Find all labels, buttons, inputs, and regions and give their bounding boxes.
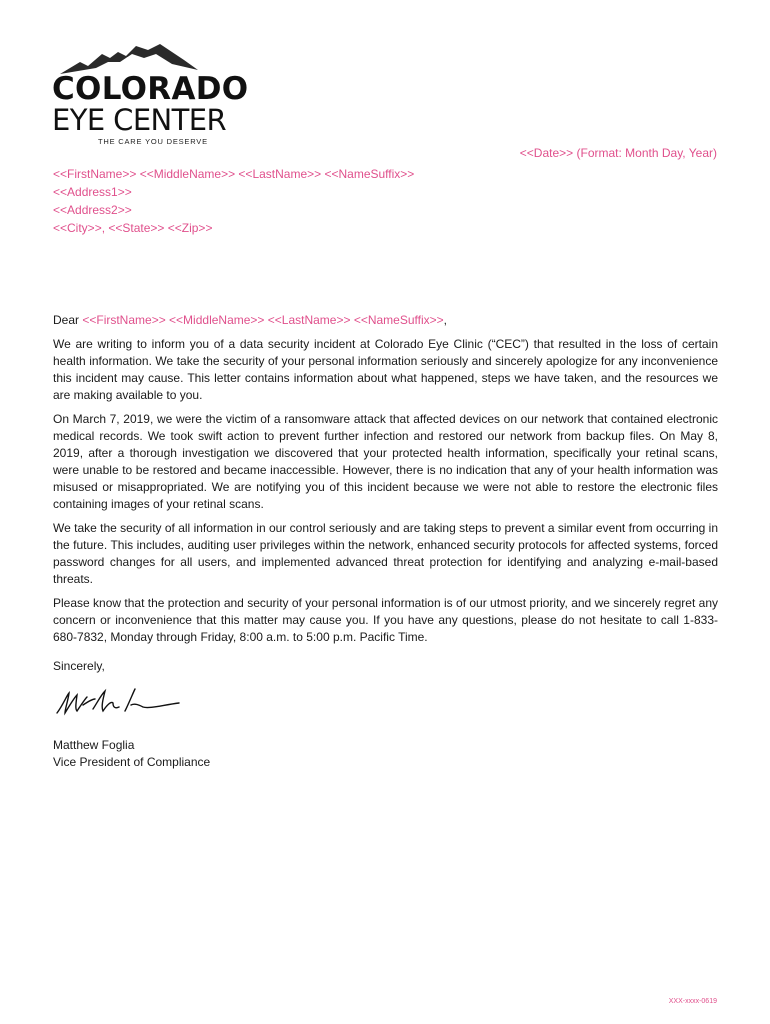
- signature: [53, 683, 718, 723]
- paragraph: We are writing to inform you of a data security incident at Colorado Eye Clinic (“CEC”) that resulted in the loss of certain health information. We take the security of your personal information seriously and sincerely apologize for any inconvenience this incident may cause. This letter contains information about what happened, steps we have taken, and the resources we are making available to you.: [53, 337, 718, 402]
- recipient-name: <<FirstName>> <<MiddleName>> <<LastName>> <<NameSuffix>>: [53, 167, 415, 181]
- document-code: XXX-xxxx-0619: [668, 998, 717, 1005]
- salutation-prefix: Dear: [53, 313, 83, 327]
- signer-title: Vice President of Compliance: [53, 755, 211, 769]
- signer-block: [53, 737, 718, 771]
- paragraph: Please know that the protection and security of your personal information is of our utmost priority, and we sincerely regret any concern or inconvenience that this matter may cause you. If you have any questions, please do not hesitate to call 1-833-680-7832, Monday through Friday, 8:00 a.m. to 5:00 p.m. Pacific Time.: [53, 596, 718, 644]
- paragraph: On March 7, 2019, we were the victim of a ransomware attack that affected devices on our network that contained electronic medical records. We took swift action to prevent further infection and restored our network from backup files. On May 8, 2019, after a thorough investigation we discovered that your protected health information, specifically your retinal scans, were unable to be restored and became inaccessible. However, there is no indication that any of your health information was misused or misappropriated. We are notifying you of this incident because we were not able to restore the electronic files containing images of your retinal scans.: [53, 412, 718, 511]
- closing: Sincerely,: [53, 659, 105, 673]
- address-line-2: <<Address2>>: [53, 203, 132, 217]
- city-state-zip: <<City>>, <<State>> <<Zip>>: [53, 221, 213, 235]
- logo-tagline: THE CARE YOU DESERVE: [98, 137, 208, 146]
- logo-line-1: COLORADO: [52, 71, 249, 107]
- logo-line-2: EYE CENTER: [52, 103, 227, 137]
- logo: [52, 40, 249, 146]
- letter-body: [53, 312, 718, 771]
- salutation: [53, 312, 718, 329]
- salutation-suffix: ,: [443, 313, 448, 327]
- date-placeholder: <<Date>> (Format: Month Day, Year): [519, 146, 717, 160]
- address-line-1: <<Address1>>: [53, 185, 132, 199]
- paragraph: We take the security of all information in our control seriously and are taking steps to prevent a similar event from occurring in the future. This includes, auditing user privileges within the network, enhanced security protocols for affected systems, forced password changes for all users, and implemented advanced threat protection for identifying and analyzing e-mail-based threats.: [53, 521, 718, 586]
- recipient-address: [53, 165, 414, 237]
- signer-name: Matthew Foglia: [53, 738, 135, 752]
- salutation-name: <<FirstName>> <<MiddleName>> <<LastName>> <<NameSuffix>>: [82, 313, 444, 327]
